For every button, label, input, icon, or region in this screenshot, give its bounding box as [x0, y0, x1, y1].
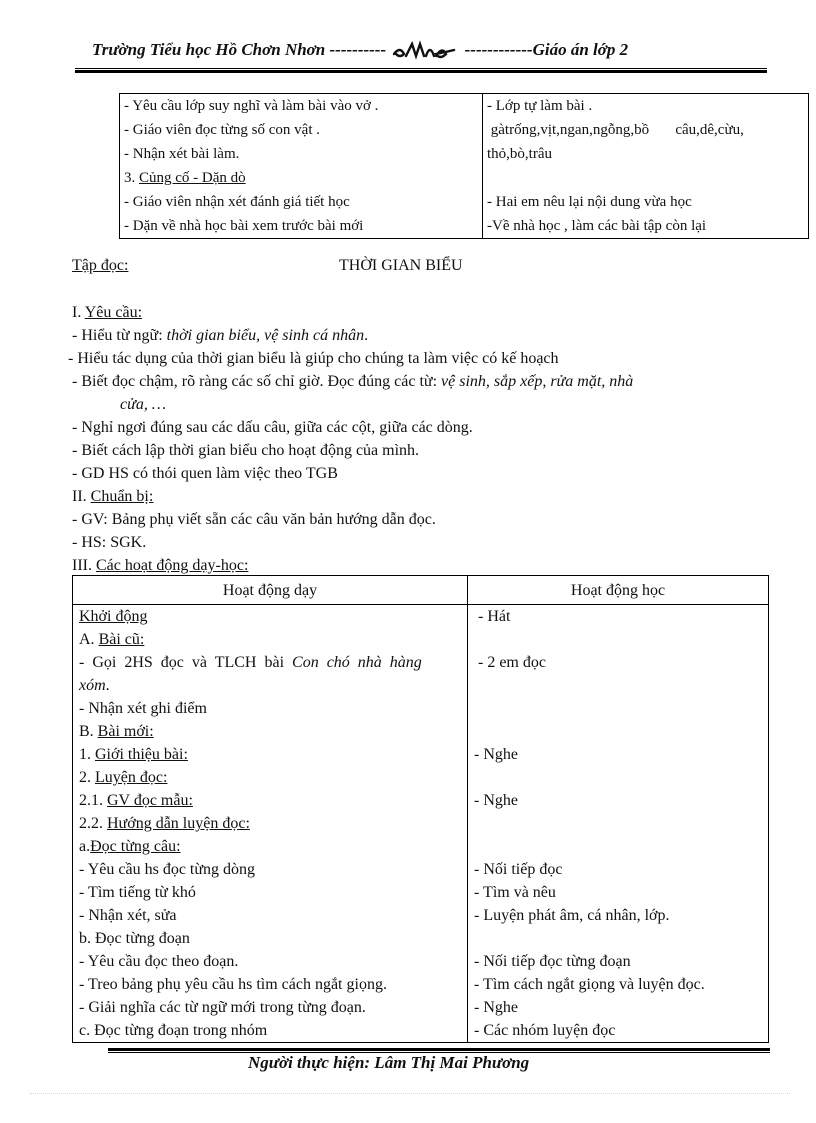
column-header-teaching: Hoạt động dạy	[73, 576, 468, 605]
table-cell-text: -Về nhà học , làm các bài tập còn lại	[487, 218, 707, 234]
student-column	[483, 94, 809, 239]
item-text: - Hiểu từ ngữ:	[72, 327, 167, 344]
heading-number: a.	[79, 838, 91, 855]
table-cell-text: - Nối tiếp đọc	[474, 861, 563, 878]
activities-table	[72, 575, 769, 1043]
heading-number: 3.	[124, 170, 139, 186]
lesson-label: Tập đọc:	[72, 257, 129, 274]
heading-number: I.	[72, 304, 85, 321]
list-item: - GD HS có thói quen làm việc theo TGB	[72, 465, 338, 482]
cell-italic: xóm	[79, 677, 106, 694]
lesson-body	[68, 301, 792, 577]
section-heading	[79, 720, 461, 743]
subject-label: Giáo án lớp 2	[532, 40, 629, 59]
table-row	[120, 94, 809, 239]
heading-text: Củng cố - Dặn dò	[139, 170, 246, 186]
header-dashes-right: ------------	[464, 40, 533, 59]
heading-number: II.	[72, 488, 91, 505]
table-cell-text: - Nhận xét bài làm.	[124, 146, 240, 162]
table-cell-text	[474, 720, 762, 743]
section-heading	[79, 628, 461, 651]
heading-number: 2.2.	[79, 815, 107, 832]
page-header	[92, 40, 732, 62]
table-cell-text: - Nhận xét ghi điểm	[79, 700, 207, 717]
table-cell-text	[474, 835, 762, 858]
section-heading	[79, 743, 461, 766]
table-cell-text: - Yêu cầu đọc theo đoạn.	[79, 953, 239, 970]
heading-text: Luyện đọc:	[95, 769, 168, 786]
table-cell-text: - Yêu cầu hs đọc từng dòng	[79, 861, 256, 878]
lesson-title: THỜI GIAN BIỂU	[339, 257, 463, 274]
table-cell-text: - Tìm và nêu	[474, 884, 556, 901]
teacher-column	[73, 605, 468, 1043]
heading-text: Các hoạt động dạy-học:	[95, 557, 249, 574]
school-name: Trường Tiểu học Hồ Chơn Nhơn	[92, 40, 326, 59]
heading-text: Chuẩn bị:	[90, 488, 154, 505]
heading-text: Yêu cầu:	[84, 304, 143, 321]
table-cell-text: - Luyện phát âm, cá nhân, lớp.	[474, 907, 670, 924]
table-cell-text: - Dặn về nhà học bài xem trước bài mới	[124, 218, 364, 234]
list-item	[72, 324, 792, 347]
header-rule	[75, 68, 767, 73]
list-item-continued: cửa, …	[120, 396, 167, 413]
section-heading	[79, 835, 461, 858]
list-item: - Hiểu tác dụng của thời gian biểu là giúp cho chúng ta làm việc có kế hoạch	[68, 350, 559, 367]
table-cell-text: - Giải nghĩa các từ ngữ mới trong từng đoạn.	[79, 999, 366, 1016]
table-cell-text	[474, 766, 762, 789]
table-header-row	[73, 576, 769, 605]
column-header-learning: Hoạt động học	[468, 576, 769, 605]
student-column	[468, 605, 769, 1043]
section-heading	[72, 485, 792, 508]
cell-italic: Con chó nhà hàng	[292, 654, 422, 671]
table-cell-text: - Nối tiếp đọc từng đoạn	[474, 953, 631, 970]
table-cell-text: - Treo bảng phụ yêu cầu hs tìm cách ngắt giọng.	[79, 976, 387, 993]
heading-text: Bài mới:	[97, 723, 154, 740]
table-cell-text: - Nghe	[474, 999, 518, 1016]
table-cell-text	[474, 697, 762, 720]
signature-mark-icon	[390, 40, 460, 62]
page-bottom-divider	[30, 1093, 790, 1094]
table-cell-text: - Tìm tiếng từ khó	[79, 884, 196, 901]
section-heading	[79, 789, 461, 812]
heading-number: 1.	[79, 746, 95, 763]
table-cell-text: b. Đọc từng đoạn	[79, 930, 190, 947]
table-cell-text: - Hai em nêu lại nội dung vừa học	[487, 194, 692, 210]
heading-number: B.	[79, 723, 98, 740]
table-cell-text: - Nghe	[474, 746, 518, 763]
teacher-column	[120, 94, 483, 239]
signature-mark	[390, 40, 460, 62]
section-heading	[79, 766, 461, 789]
table-cell-text: Khởi động	[79, 608, 148, 625]
heading-number: 2.1.	[79, 792, 107, 809]
cell-text: .	[105, 677, 110, 694]
table-cell-text	[79, 674, 461, 697]
heading-text: GV đọc mẫu:	[107, 792, 193, 809]
section-heading	[124, 166, 478, 190]
section-heading	[79, 812, 461, 835]
table-cell-text: - Nghe	[474, 792, 518, 809]
table-cell-text: - Các nhóm luyện đọc	[474, 1022, 616, 1039]
table-cell-text: - Nhận xét, sửa	[79, 907, 177, 924]
item-text: .	[364, 327, 369, 344]
heading-number: III.	[72, 557, 96, 574]
heading-text: Hướng dẫn luyện đọc:	[107, 815, 250, 832]
table-cell-text: gàtrống,vịt,ngan,ngỗng,bồ câu,dê,cừu,	[487, 122, 744, 138]
table-cell-text: - Hát	[474, 608, 511, 625]
table-cell-text	[487, 166, 804, 190]
item-italic: vệ sinh, sắp xếp, rửa mặt, nhà	[441, 373, 634, 390]
footer-author: Người thực hiện: Lâm Thị Mai Phương	[248, 1053, 530, 1072]
table-cell-text: - Giáo viên nhận xét đánh giá tiết học	[124, 194, 350, 210]
table-cell-text: thỏ,bò,trâu	[487, 146, 552, 162]
table-cell-text: - Giáo viên đọc từng số con vật .	[124, 122, 321, 138]
table-cell-text	[79, 651, 461, 674]
table-cell-text	[474, 674, 762, 697]
table-cell-text	[474, 628, 762, 651]
table-cell-text: c. Đọc từng đoạn trong nhóm	[79, 1022, 268, 1039]
table-cell-text: - Tìm cách ngắt giọng và luyện đọc.	[474, 976, 705, 993]
table-cell-text	[474, 927, 762, 950]
item-text: - Biết đọc chậm, rõ ràng các số chỉ giờ. Đọc đúng các từ:	[72, 373, 442, 390]
section-heading	[72, 301, 792, 324]
heading-number: 2.	[79, 769, 95, 786]
section-heading	[72, 554, 792, 577]
heading-text: Bài cũ:	[98, 631, 145, 648]
list-item: - Nghỉ ngơi đúng sau các dấu câu, giữa các cột, giữa các dòng.	[72, 419, 473, 436]
heading-text: Giới thiệu bài:	[95, 746, 188, 763]
header-dashes-left: ----------	[329, 40, 387, 59]
table-cell-text: - 2 em đọc	[474, 654, 546, 671]
activities-table-continued	[119, 93, 809, 239]
list-item	[72, 370, 792, 393]
lesson-title-row	[72, 257, 772, 275]
table-cell-text	[474, 812, 762, 835]
table-row	[73, 605, 769, 1043]
item-italic: thời gian biểu, vệ sinh cá nhân	[166, 327, 365, 344]
table-cell-text: - Yêu cầu lớp suy nghĩ và làm bài vào vở .	[124, 98, 379, 114]
cell-text: - Gọi 2HS đọc và TLCH bài	[79, 654, 293, 671]
heading-text: Đọc từng câu:	[90, 838, 181, 855]
table-cell-text: - Lớp tự làm bài .	[487, 98, 593, 114]
list-item: - Biết cách lập thời gian biểu cho hoạt động của mình.	[72, 442, 420, 459]
list-item: - HS: SGK.	[72, 534, 147, 551]
heading-number: A.	[79, 631, 99, 648]
list-item: - GV: Bảng phụ viết sẵn các câu văn bản hướng dẫn đọc.	[72, 511, 436, 528]
